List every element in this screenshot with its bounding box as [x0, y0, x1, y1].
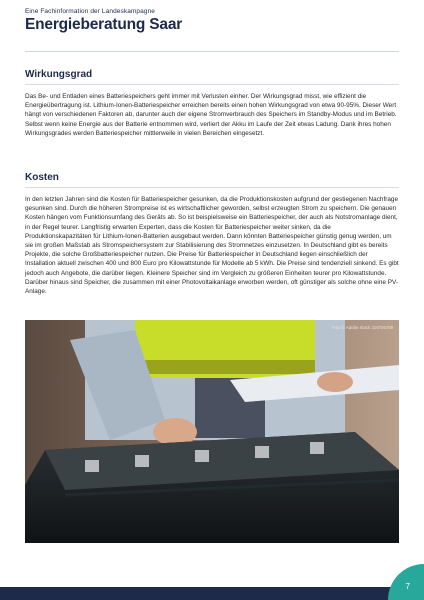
section-body: In den letzten Jahren sind die Kosten für Batteriespeicher gesunken, da die Produktionskosten aufgrund der gestiegenen Nachfrage gesunken sind. Durch die höheren Strompreise ist es wirtschaftlicher geworden, selbst erzeugten Strom zu speichern. Die genauen Kosten hängen vom Funktionsumfang des Geräts ab. So ist beispielsweise ein Batteriespeicher, der auch als Notstromanlage dient, in der Regel teurer. Langfristig erwarten Experten, dass die Kosten für Batteriespeicher weiter sinken, da die Produktionskapazitäten für Lithium-Ionen-Batterien ausgebaut werden. Dann könnten Batteriespeicher günstig genug werden, um sie im großen Maßstab als Stromspeichersystem zur Stabilisierung des Stromnetzes einzusetzen. In Deutschland gibt es bereits Projekte, die solche Großbatteriespeicher nutzen. Die Preise für Batteriespeicher in Deutschland liegen einschließlich der Installation aktuell zwischen 400 und 800 Euro pro Kilowattstunde für Modelle ab 5 kWh. Die Preise sind tendenziell sinkend. Es gibt jedoch auch Angebote, die darüber liegen. Kleinere Speicher sind im Vergleich zu größeren Einheiten teurer pro Kilowattstunde. Darüber hinaus sind Speicher, die zusammen mit einer Photovoltaikanlage erworben werden, oft günstiger als solche ohne eine PV-Anlage. [25, 196, 399, 296]
document-header [25, 8, 404, 34]
header-kicker: Eine Fachinformation der Landeskampagne [25, 8, 156, 15]
section-wirkungsgrad [25, 69, 399, 138]
header-title: Energieberatung Saar [25, 16, 183, 33]
photo-credit: Foto © Adobe Stock 319706789 [332, 325, 393, 330]
section-heading: Kosten [25, 172, 399, 188]
header-divider [25, 51, 399, 52]
section-heading: Wirkungsgrad [25, 69, 399, 85]
battery-photo [25, 320, 399, 543]
page-number: 7 [405, 582, 410, 591]
section-kosten [25, 172, 399, 296]
section-body: Das Be- und Entladen eines Batteriespeichers geht immer mit Verlusten einher. Der Wirkungsgrad misst, wie effizient die Energieübertragung ist. Lithium-Ionen-Batteriespeicher erreichen bereits einen hohen Wirkungsgrad von etwa 90-95%. Dieser Wert hängt von verschiedenen Faktoren ab, darunter auch der eigene Stromverbrauch des Speichers im Standby-Modus und im Betrieb. Selbst wenn keine Energie aus der Batterie entnommen wird, verliert der Akku im Laufe der Zeit etwas Ladung. Dank ihres hohen Wirkungsgrades werden Batteriespeicher mittlerweile in vielen Bereichen eingesetzt. [25, 93, 397, 137]
battery-worker-illustration [25, 320, 399, 543]
footer-bar [0, 587, 424, 600]
